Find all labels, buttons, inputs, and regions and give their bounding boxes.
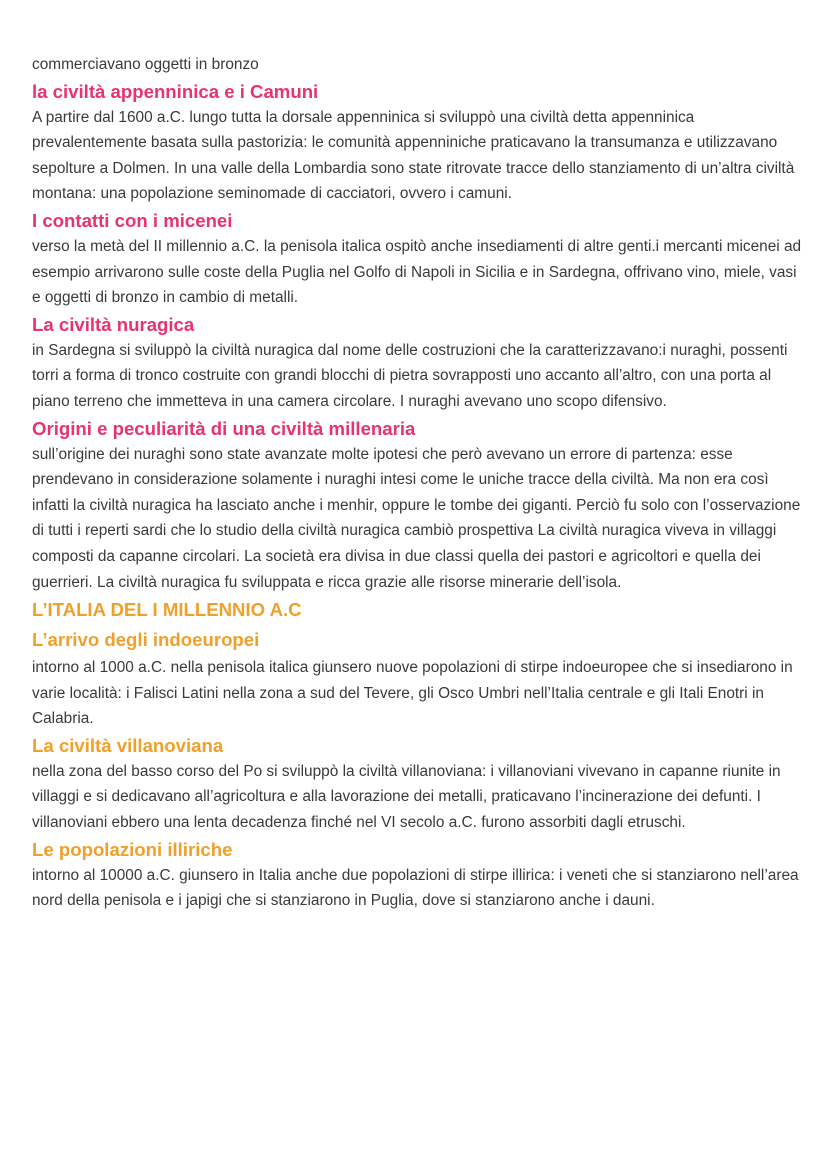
heading-italia-millennio: L’ITALIA DEL I MILLENNIO A.C: [32, 599, 302, 621]
heading-nuragica: La civiltà nuragica: [32, 313, 195, 335]
heading-villanoviana: La civiltà villanoviana: [32, 734, 224, 756]
heading-indoeuropei: L’arrivo degli indoeuropei: [32, 629, 260, 651]
paragraph-appenninica: A partire dal 1600 a.C. lungo tutta la dorsale appenninica si sviluppò una civiltà detta appenninica prevalentemente basata sulla pastorizia: le comunità appenniniche praticavano la transumanza e utilizzavano sepolture a Dolmen. In una valle della Lombardia sono state ritrovate tracce dello stanziamento di un’altra civiltà montana: una popolazione seminomade di cacciatori, ovvero i camuni.: [32, 108, 795, 203]
heading-appenninica: la civiltà appenninica e i Camuni: [32, 80, 319, 102]
heading-illiriche: Le popolazioni illiriche: [32, 838, 233, 860]
paragraph-micenei: verso la metà del II millennio a.C. la penisola italica ospitò anche insediamenti di altre genti.i mercanti micenei ad esempio arrivarono sulle coste della Puglia nel Golfo di Napoli in Sicilia e in Sardegna, offrivano vino, miele, vasi e oggetti di bronzo in cambio di metalli.: [32, 237, 802, 307]
document-page: [32, 52, 802, 914]
intro-line: commerciavano oggetti in bronzo: [32, 56, 259, 73]
paragraph-indoeuropei: intorno al 1000 a.C. nella penisola italica giunsero nuove popolazioni di stirpe indoeuropee che si insediarono in varie località: i Falisci Latini nella zona a sud del Tevere, gli Osco Umbri nell’Italia centrale e gli Itali Enotri in Calabria.: [32, 659, 793, 728]
heading-micenei: I contatti con i micenei: [32, 209, 233, 231]
heading-origini: Origini e peculiarità di una civiltà millenaria: [32, 417, 416, 439]
paragraph-nuragica: in Sardegna si sviluppò la civiltà nuragica dal nome delle costruzioni che la caratterizzavano:i nuraghi, possenti torri a forma di tronco costruite con grandi blocchi di pietra sovrapposti uno accanto all’altro, con una porta al piano terreno che immetteva in una camera circolare. I nuraghi avevano uno scopo difensivo.: [32, 341, 788, 410]
paragraph-origini: sull’origine dei nuraghi sono state avanzate molte ipotesi che però avevano un errore di partenza: esse prendevano in considerazione solamente i nuraghi intesi come le uniche tracce della civiltà. Ma non era così infatti la civiltà nuragica ha lasciato anche i menhir, oppure le tombe dei giganti. Perciò fu solo con l’osservazione di tutti i reperti sardi che lo studio della civiltà nuragica cambiò prospettiva La civiltà nuragica viveva in villaggi composti da capanne circolari. La società era divisa in due classi quella dei pastori e agricoltori e quella dei guerrieri. La civiltà nuragica fu sviluppata e ricca grazie alle risorse minerarie dell’isola.: [32, 445, 801, 591]
paragraph-illiriche: intorno al 10000 a.C. giunsero in Italia anche due popolazioni di stirpe illirica: i veneti che si stanziarono nell’area nord della penisola e i japigi che si stanziarono in Puglia, dove si stanziarono anche i dauni.: [32, 866, 799, 910]
paragraph-villanoviana: nella zona del basso corso del Po si sviluppò la civiltà villanoviana: i villanoviani vivevano in capanne riunite in villaggi e si dedicavano all’agricoltura e alla lavorazione dei metalli, praticavano l’incinerazione dei defunti. I villanoviani ebbero una lenta decadenza finché nel VI secolo a.C. furono assorbiti dagli etruschi.: [32, 762, 781, 832]
